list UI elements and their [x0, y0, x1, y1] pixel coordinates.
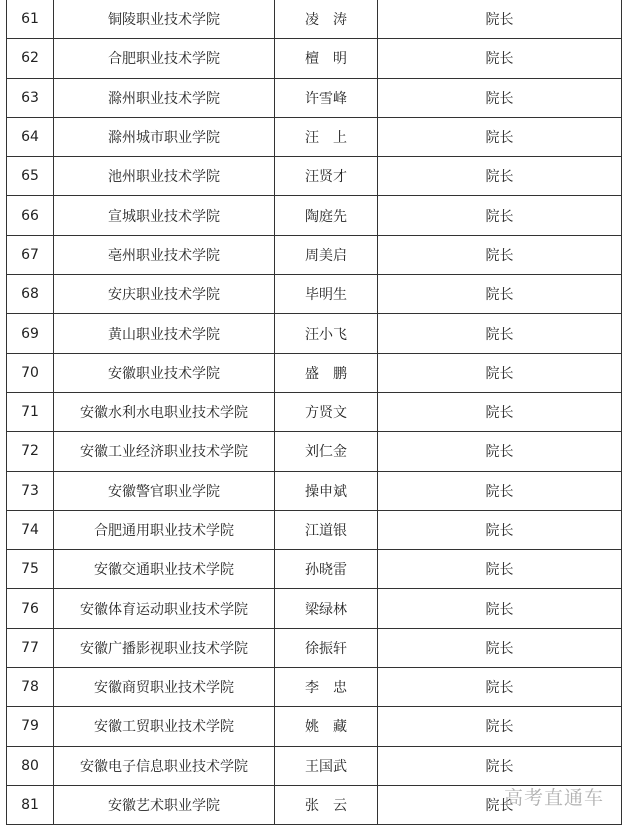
position-title-cell: 院长: [378, 668, 622, 707]
row-number-cell: 64: [7, 117, 54, 156]
school-name-cell: 安徽艺术职业学院: [54, 785, 275, 824]
table-row: [7, 78, 622, 117]
school-name-cell: 安庆职业技术学院: [54, 275, 275, 314]
table-row: [7, 589, 622, 628]
person-name-cell: 汪贤才: [275, 157, 378, 196]
row-number-cell: 74: [7, 510, 54, 549]
table-row: [7, 785, 622, 824]
table-row: [7, 353, 622, 392]
table-row: [7, 275, 622, 314]
school-name-cell: 滁州职业技术学院: [54, 78, 275, 117]
table-row: [7, 392, 622, 431]
position-title-cell: 院长: [378, 235, 622, 274]
position-title-cell: 院长: [378, 589, 622, 628]
position-title-cell: 院长: [378, 510, 622, 549]
row-number-cell: 63: [7, 78, 54, 117]
row-number-cell: 66: [7, 196, 54, 235]
person-name-cell: 姚 藏: [275, 707, 378, 746]
position-title-cell: 院长: [378, 157, 622, 196]
row-number-cell: 61: [7, 0, 54, 39]
row-number-cell: 72: [7, 432, 54, 471]
person-name-cell: 刘仁金: [275, 432, 378, 471]
person-name-cell: 毕明生: [275, 275, 378, 314]
school-name-cell: 安徽电子信息职业技术学院: [54, 746, 275, 785]
position-title-cell: 院长: [378, 471, 622, 510]
person-name-cell: 王国武: [275, 746, 378, 785]
row-number-cell: 75: [7, 550, 54, 589]
table-row: [7, 235, 622, 274]
school-name-cell: 亳州职业技术学院: [54, 235, 275, 274]
position-title-cell: 院长: [378, 117, 622, 156]
position-title-cell: 院长: [378, 628, 622, 667]
school-name-cell: 安徽体育运动职业技术学院: [54, 589, 275, 628]
person-name-cell: 汪 上: [275, 117, 378, 156]
person-name-cell: 陶庭先: [275, 196, 378, 235]
row-number-cell: 77: [7, 628, 54, 667]
table-row: [7, 0, 622, 39]
position-title-cell: 院长: [378, 0, 622, 39]
position-title-cell: 院长: [378, 275, 622, 314]
row-number-cell: 79: [7, 707, 54, 746]
school-name-cell: 滁州城市职业学院: [54, 117, 275, 156]
person-name-cell: 凌 涛: [275, 0, 378, 39]
row-number-cell: 71: [7, 392, 54, 431]
position-title-cell: 院长: [378, 550, 622, 589]
person-name-cell: 周美启: [275, 235, 378, 274]
row-number-cell: 78: [7, 668, 54, 707]
table-row: [7, 628, 622, 667]
table-row: [7, 314, 622, 353]
school-name-cell: 宣城职业技术学院: [54, 196, 275, 235]
position-title-cell: 院长: [378, 196, 622, 235]
table-row: [7, 117, 622, 156]
table-row: [7, 707, 622, 746]
table-row: [7, 196, 622, 235]
school-name-cell: 安徽广播影视职业技术学院: [54, 628, 275, 667]
person-name-cell: 檀 明: [275, 39, 378, 78]
position-title-cell: 院长: [378, 432, 622, 471]
table-row: [7, 510, 622, 549]
person-name-cell: 张 云: [275, 785, 378, 824]
table-row: [7, 432, 622, 471]
school-name-cell: 铜陵职业技术学院: [54, 0, 275, 39]
person-name-cell: 梁绿林: [275, 589, 378, 628]
person-name-cell: 李 忠: [275, 668, 378, 707]
school-name-cell: 安徽工贸职业技术学院: [54, 707, 275, 746]
table-row: [7, 550, 622, 589]
table-body: [7, 0, 622, 825]
row-number-cell: 73: [7, 471, 54, 510]
row-number-cell: 68: [7, 275, 54, 314]
person-name-cell: 许雪峰: [275, 78, 378, 117]
table-row: [7, 39, 622, 78]
person-name-cell: 盛 鹏: [275, 353, 378, 392]
position-title-cell: 院长: [378, 353, 622, 392]
person-name-cell: 孙晓雷: [275, 550, 378, 589]
position-title-cell: 院长: [378, 746, 622, 785]
table-row: [7, 157, 622, 196]
school-name-cell: 安徽职业技术学院: [54, 353, 275, 392]
person-name-cell: 徐振轩: [275, 628, 378, 667]
row-number-cell: 67: [7, 235, 54, 274]
school-name-cell: 安徽警官职业学院: [54, 471, 275, 510]
person-name-cell: 江道银: [275, 510, 378, 549]
person-name-cell: 操申斌: [275, 471, 378, 510]
position-title-cell: 院长: [378, 707, 622, 746]
person-name-cell: 方贤文: [275, 392, 378, 431]
table-row: [7, 668, 622, 707]
row-number-cell: 70: [7, 353, 54, 392]
school-name-cell: 安徽商贸职业技术学院: [54, 668, 275, 707]
school-name-cell: 合肥职业技术学院: [54, 39, 275, 78]
watermark: 高考直通车: [503, 787, 604, 809]
row-number-cell: 62: [7, 39, 54, 78]
school-name-cell: 安徽水利水电职业技术学院: [54, 392, 275, 431]
leaders-table: [6, 0, 622, 825]
table-row: [7, 471, 622, 510]
table-row: [7, 746, 622, 785]
row-number-cell: 81: [7, 785, 54, 824]
school-name-cell: 合肥通用职业技术学院: [54, 510, 275, 549]
position-title-cell: 院长: [378, 78, 622, 117]
school-name-cell: 池州职业技术学院: [54, 157, 275, 196]
row-number-cell: 80: [7, 746, 54, 785]
position-title-cell: 院长: [378, 785, 622, 824]
row-number-cell: 69: [7, 314, 54, 353]
position-title-cell: 院长: [378, 314, 622, 353]
school-name-cell: 黄山职业技术学院: [54, 314, 275, 353]
person-name-cell: 汪小飞: [275, 314, 378, 353]
school-name-cell: 安徽交通职业技术学院: [54, 550, 275, 589]
school-name-cell: 安徽工业经济职业技术学院: [54, 432, 275, 471]
position-title-cell: 院长: [378, 392, 622, 431]
position-title-cell: 院长: [378, 39, 622, 78]
row-number-cell: 76: [7, 589, 54, 628]
row-number-cell: 65: [7, 157, 54, 196]
